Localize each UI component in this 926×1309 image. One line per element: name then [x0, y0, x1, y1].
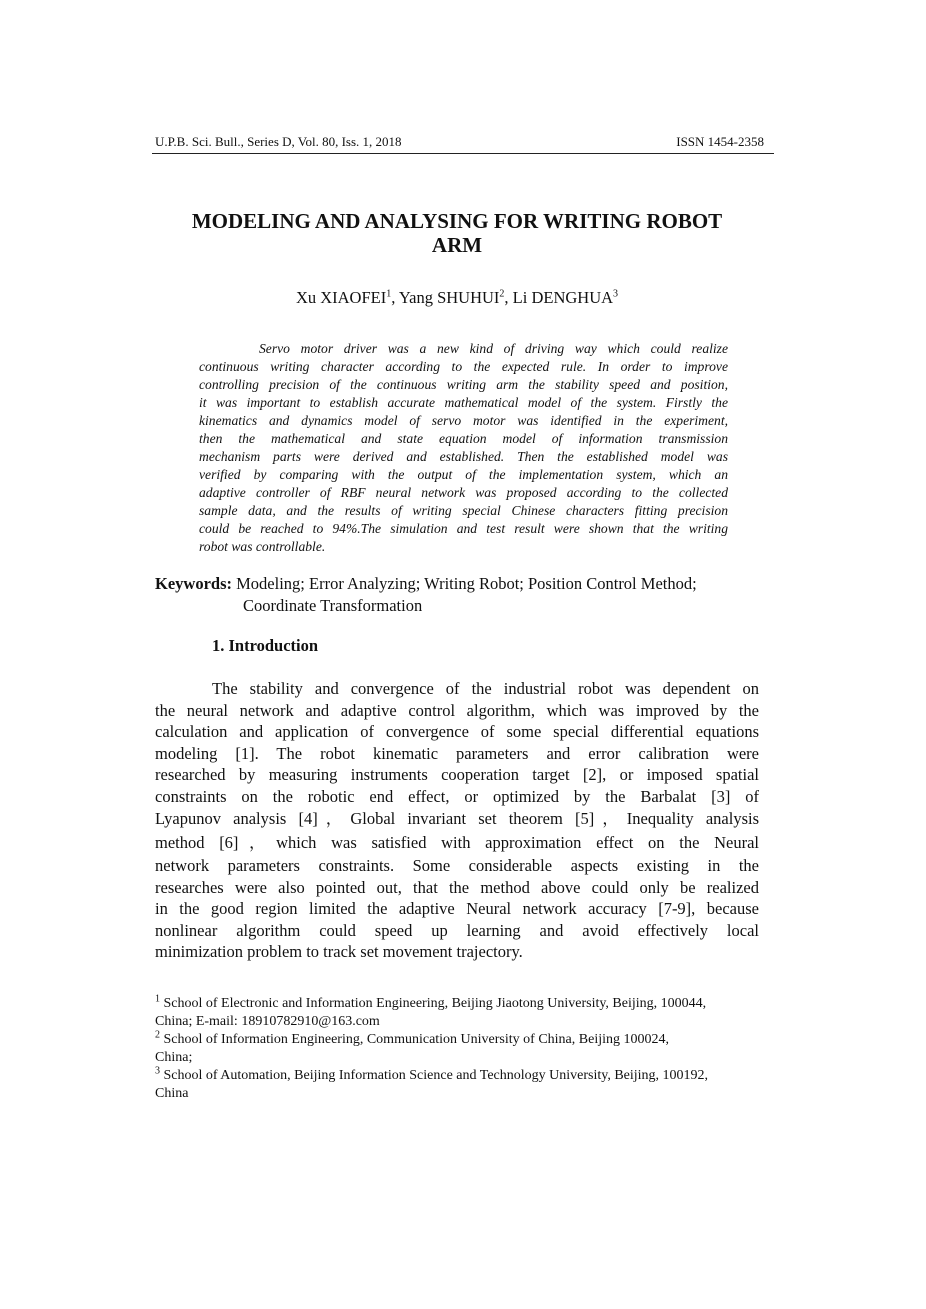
text-line: network parameters constraints. Some considerable aspects existing in the [155, 856, 759, 875]
text-line: China; [155, 1050, 193, 1065]
header-rule [152, 153, 774, 154]
title-line: ARM [431, 233, 483, 257]
journal-header: U.P.B. Sci. Bull., Series D, Vol. 80, Iss. 1, 2018 [155, 134, 402, 149]
separator: , [504, 288, 513, 307]
text-line: controlling precision of the continuous writing arm the stability speed and position, [199, 377, 728, 392]
text-line: it was important to establish accurate mathematical model of the system. Firstly the [199, 395, 728, 410]
footnotes [155, 995, 775, 1103]
text-line: China; E-mail: 18910782910@163.com [155, 1014, 380, 1029]
author-affil: 2 [499, 288, 505, 300]
separator: , [391, 288, 399, 307]
text-line: kinematics and dynamics model of servo motor was identified in the experiment, [199, 413, 728, 428]
text-line: in the good region limited the adaptive Neural network accuracy [7-9], because [155, 899, 759, 918]
section-heading: 1. Introduction [212, 636, 319, 655]
author-affil: 3 [613, 288, 619, 300]
footnote-mark: 2 [155, 1029, 160, 1041]
footnote-text: School of Information Engineering, Communication University of China, Beijing 100024, [163, 1032, 669, 1047]
author-name: Yang SHUHUI [398, 288, 500, 307]
text-line: modeling [1]. The robot kinematic parameters and error calibration were [155, 743, 759, 763]
keywords-text: Modeling; Error Analyzing; Writing Robot; Position Control Method; [236, 574, 697, 593]
introduction-body [155, 678, 759, 963]
footnote [155, 995, 775, 1013]
text-line: Servo motor driver was a new kind of driving way which could realize [259, 341, 728, 356]
text-line: sample data, and the results of writing special Chinese characters fitting precision [199, 503, 728, 518]
author-name: Li DENGHUA [512, 288, 614, 307]
authors [150, 288, 764, 308]
keywords-text: Coordinate Transformation [243, 595, 423, 615]
footnote [155, 1031, 775, 1049]
issn-header: ISSN 1454-2358 [676, 134, 764, 149]
text-line: robot was controllable. [199, 539, 326, 554]
footnote [155, 1067, 775, 1085]
text-line: constraints on the robotic end effect, or optimized by the Barbalat [3] of [155, 786, 759, 806]
text-line: nonlinear algorithm could speed up learning and avoid effectively local [155, 920, 759, 940]
footnote-text: School of Automation, Beijing Information Science and Technology University, Beijing, 100192, [163, 1068, 709, 1083]
text-line: Lyapunov analysis [4]，Global invariant set theorem [5]，Inequality analysis [155, 809, 759, 828]
footnote-mark: 3 [155, 1065, 160, 1077]
text-line: could be reached to 94%.The simulation and test result were shown that the writing [199, 521, 728, 536]
text-line: minimization problem to track set movement trajectory. [155, 942, 523, 961]
title-line: MODELING AND ANALYSING FOR WRITING ROBOT [191, 209, 723, 233]
text-line: method [6]，which was satisfied with approximation effect on the Neural [155, 833, 759, 852]
text-line: verified by comparing with the output of the implementation system, which an [199, 467, 728, 482]
text-line: continuous writing character according to the expected rule. In order to improve [199, 359, 728, 374]
keywords-label: Keywords: [155, 574, 232, 593]
text-line: China [155, 1086, 189, 1101]
abstract [199, 340, 728, 556]
text-line: the neural network and adaptive control algorithm, which was improved by the [155, 700, 759, 720]
text-line: calculation and application of convergence of some special differential equations [155, 722, 759, 741]
text-line: adaptive controller of RBF neural network was proposed according to the collected [199, 485, 728, 500]
text-line: researched by measuring instruments cooperation target [2], or imposed spatial [155, 765, 759, 784]
text-line: researches were also pointed out, that the method above could only be realized [155, 877, 759, 897]
footnote-text: School of Electronic and Information Engineering, Beijing Jiaotong University, Beijing, 100044, [163, 996, 707, 1011]
text-line: mechanism parts were derived and established. Then the established model was [199, 449, 728, 464]
author-affil: 1 [386, 288, 392, 300]
text-line: The stability and convergence of the industrial robot was dependent on [212, 679, 759, 698]
footnote-mark: 1 [155, 993, 160, 1005]
text-line: then the mathematical and state equation model of information transmission [199, 431, 728, 446]
paper-title [150, 209, 764, 257]
author-name: Xu XIAOFEI [295, 288, 387, 307]
keywords [155, 573, 775, 616]
